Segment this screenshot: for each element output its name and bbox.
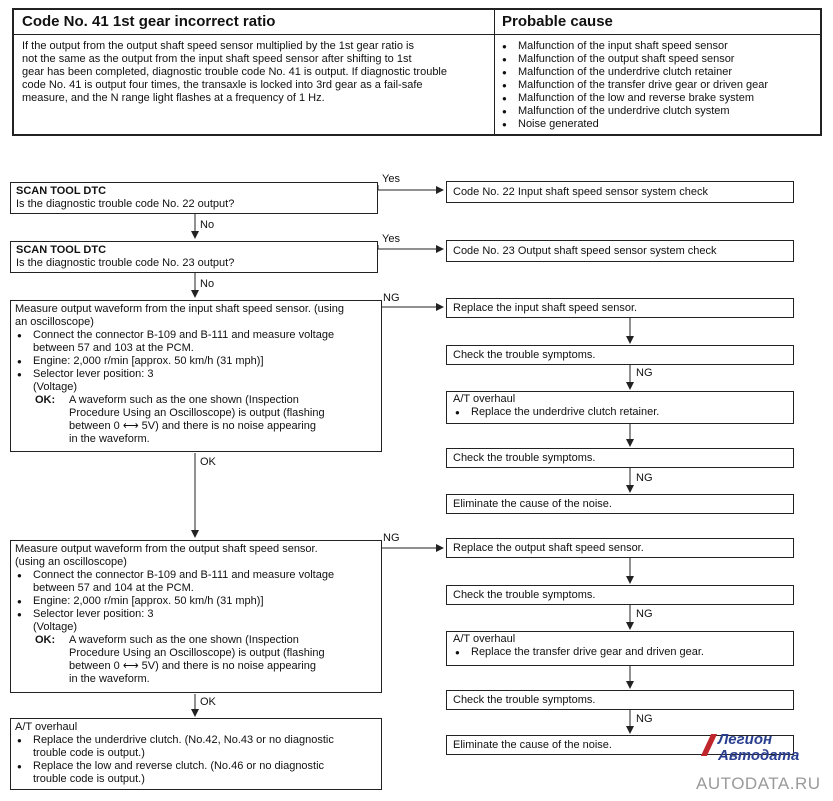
check-symptoms-box	[446, 448, 794, 468]
overhaul-item: ● Replace the low and reverse clutch. (No.46 or no diagnostic trouble code is output.)	[15, 760, 377, 786]
result-text: Code No. 23 Output shaft speed sensor system check	[453, 245, 717, 257]
cause-item: ● Malfunction of the transfer drive gear or driven gear	[500, 79, 768, 92]
procedure-item: ● Connect the connector B-109 and B-111 and measure voltage between 57 and 104 at the PCM.	[15, 569, 377, 595]
step-text: Check the trouble symptoms.	[453, 452, 596, 464]
replace-input-sensor-box	[446, 298, 794, 318]
procedure-item: ● Selector lever position: 3	[15, 608, 377, 621]
no-label: No	[200, 278, 215, 290]
result-text: Code No. 22 Input shaft speed sensor system check	[453, 186, 708, 198]
no-label: No	[200, 219, 215, 231]
procedure-intro: an oscilloscope)	[15, 316, 94, 328]
question-text: Is the diagnostic trouble code No. 22 output?	[16, 198, 235, 210]
watermark-logo	[696, 730, 826, 794]
voltage-label: (Voltage)	[33, 381, 78, 393]
question-title: SCAN TOOL DTC	[16, 244, 107, 256]
ok-criteria	[15, 394, 377, 446]
ok-label: OK	[200, 696, 216, 708]
watermark-site: AUTODATA.RU	[696, 774, 821, 793]
measure-input-sensor-box	[10, 300, 382, 452]
cause-item: ● Malfunction of the underdrive clutch retainer	[500, 66, 768, 79]
cause-item: ● Malfunction of the input shaft speed sensor	[500, 40, 768, 53]
eliminate-noise-box	[446, 494, 794, 514]
scan-tool-question-23	[10, 241, 378, 273]
overhaul-list	[15, 734, 377, 786]
check-symptoms-box	[446, 585, 794, 605]
ng-label: NG	[383, 292, 400, 304]
ok-criteria-line: in the waveform.	[69, 673, 150, 685]
question-title: SCAN TOOL DTC	[16, 185, 107, 197]
ng-label: NG	[636, 608, 653, 620]
step-text: Eliminate the cause of the noise.	[453, 498, 612, 510]
overhaul-title: A/T overhaul	[15, 721, 78, 733]
procedure-list	[15, 569, 377, 621]
at-overhaul-box	[446, 631, 794, 666]
ok-criteria-line: Procedure Using an Oscilloscope) is output (flashing	[69, 647, 325, 659]
overhaul-list	[453, 646, 787, 659]
scan-tool-question-22	[10, 182, 378, 214]
description-line: code No. 41 is output four times, the transaxle is locked into 3rd gear as a fail-safe	[22, 79, 423, 91]
procedure-item: ● Selector lever position: 3	[15, 368, 377, 381]
ng-label: NG	[636, 472, 653, 484]
ng-label: NG	[383, 532, 400, 544]
result-box-code-23	[446, 240, 794, 262]
final-at-overhaul-box	[10, 718, 382, 790]
question-text: Is the diagnostic trouble code No. 23 output?	[16, 257, 235, 269]
description-line: gear has been completed, diagnostic trouble code No. 41 is output. If diagnostic trouble	[22, 66, 447, 78]
measure-output-sensor-box	[10, 540, 382, 693]
ok-criteria-line: in the waveform.	[69, 433, 150, 445]
procedure-intro: Measure output waveform from the input shaft speed sensor. (using	[15, 303, 344, 315]
procedure-intro: (using an oscilloscope)	[15, 556, 127, 568]
overhaul-item: ● Replace the underdrive clutch. (No.42, No.43 or no diagnostic trouble code is output.)	[15, 734, 377, 760]
ok-label: OK	[200, 456, 216, 468]
cause-item: ● Malfunction of the output shaft speed sensor	[500, 53, 768, 66]
overhaul-item: ● Replace the underdrive clutch retainer.	[453, 406, 787, 419]
description-line: If the output from the output shaft speed sensor multiplied by the 1st gear ratio is	[22, 40, 414, 52]
yes-label: Yes	[382, 233, 400, 245]
check-symptoms-box	[446, 690, 794, 710]
ok-criteria	[15, 634, 377, 686]
watermark-brand: Легион Автодата	[718, 731, 800, 764]
ok-criteria-line: Procedure Using an Oscilloscope) is output (flashing	[69, 407, 325, 419]
ok-criteria-line: A waveform such as the one shown (Inspection	[69, 634, 299, 646]
page-title: Code No. 41 1st gear incorrect ratio	[22, 13, 276, 30]
ok-criteria-line: between 0 ⟷ 5V) and there is no noise appearing	[69, 660, 316, 672]
overhaul-list	[453, 406, 787, 419]
cause-item: ● Malfunction of the low and reverse brake system	[500, 92, 768, 105]
description-line: measure, and the N range light flashes at a frequency of 1 Hz.	[22, 92, 325, 104]
probable-cause-title: Probable cause	[502, 13, 613, 30]
procedure-item: ● Engine: 2,000 r/min [approx. 50 km/h (31 mph)]	[15, 355, 377, 368]
procedure-item: ● Connect the connector B-109 and B-111 and measure voltage between 57 and 103 at the PCM.	[15, 329, 377, 355]
procedure-list	[15, 329, 377, 381]
procedure-intro: Measure output waveform from the output shaft speed sensor.	[15, 543, 318, 555]
cause-item: ● Malfunction of the underdrive clutch system	[500, 105, 768, 118]
ng-label: NG	[636, 367, 653, 379]
ok-criteria-line: A waveform such as the one shown (Inspection	[69, 394, 299, 406]
cause-item: ● Noise generated	[500, 118, 768, 131]
step-text: Replace the output shaft speed sensor.	[453, 542, 644, 554]
overhaul-title: A/T overhaul	[453, 633, 516, 645]
step-text: Check the trouble symptoms.	[453, 694, 596, 706]
overhaul-title: A/T overhaul	[453, 393, 516, 405]
step-text: Replace the input shaft speed sensor.	[453, 302, 638, 314]
voltage-label: (Voltage)	[33, 621, 78, 633]
description-line: not the same as the output from the input shaft speed sensor after shifting to 1st	[22, 53, 412, 65]
check-symptoms-box	[446, 345, 794, 365]
ng-label: NG	[636, 713, 653, 725]
procedure-item: ● Engine: 2,000 r/min [approx. 50 km/h (31 mph)]	[15, 595, 377, 608]
step-text: Check the trouble symptoms.	[453, 589, 596, 601]
at-overhaul-box	[446, 391, 794, 424]
ok-criteria-line: between 0 ⟷ 5V) and there is no noise appearing	[69, 420, 316, 432]
replace-output-sensor-box	[446, 538, 794, 558]
ok-criteria-label: OK:	[35, 634, 56, 646]
yes-label: Yes	[382, 173, 400, 185]
overhaul-item: ● Replace the transfer drive gear and driven gear.	[453, 646, 787, 659]
step-text: Check the trouble symptoms.	[453, 349, 596, 361]
result-box-code-22	[446, 181, 794, 203]
ok-criteria-label: OK:	[35, 394, 56, 406]
step-text: Eliminate the cause of the noise.	[453, 739, 612, 751]
